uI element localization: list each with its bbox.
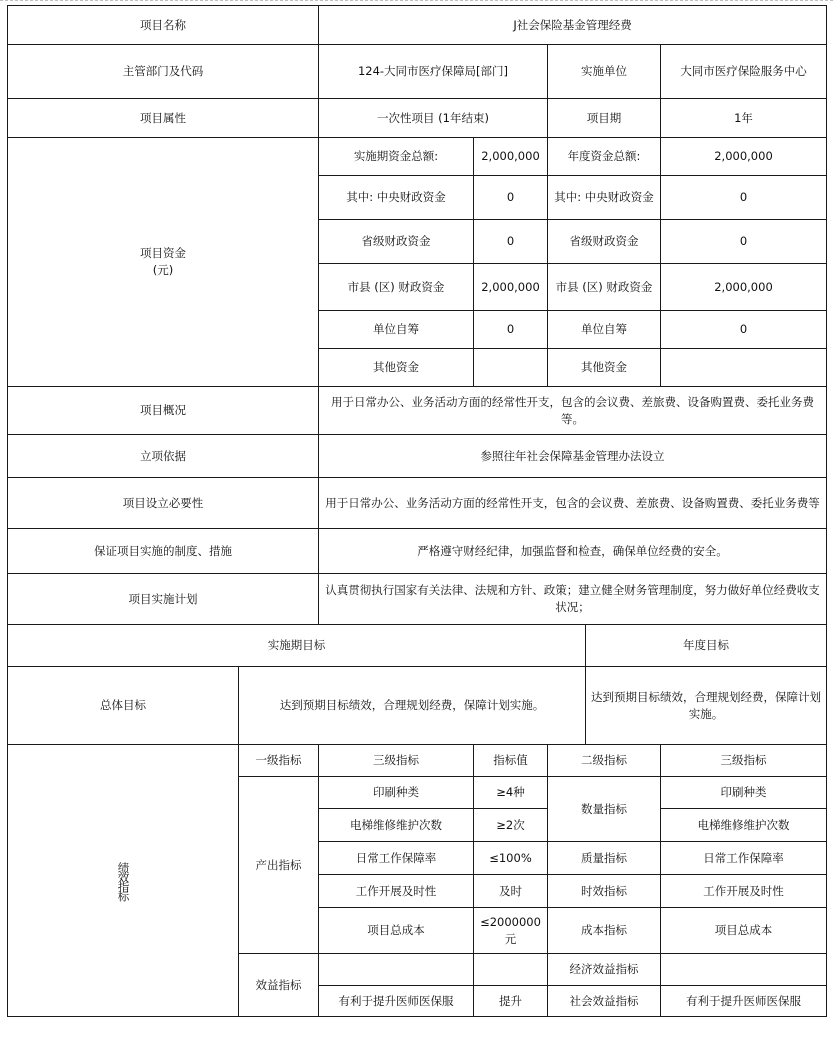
fund-central-label: 其中: 中央财政资金 [319, 176, 474, 220]
row-attr [8, 99, 827, 138]
fund-prov-value-r: 0 [661, 220, 827, 264]
fund-city-label: 市县 (区) 财政资金 [319, 264, 474, 311]
indicator-l3-r: 项目总成本 [661, 908, 827, 954]
fund-self-value: 0 [474, 311, 548, 349]
indicator-l2: 时效指标 [548, 875, 661, 908]
basis-label: 立项依据 [8, 435, 319, 478]
annual-goal-header: 年度目标 [586, 625, 827, 667]
project-table [7, 5, 827, 1017]
indicator-l3: 印刷种类 [319, 777, 474, 809]
measures-value: 严格遵守财经纪律，加强监督和检查，确保单位经费的安全。 [319, 529, 827, 574]
indicator-l2: 社会效益指标 [548, 986, 661, 1017]
quantity-indicator-label: 数量指标 [548, 777, 661, 842]
fund-other-label: 其他资金 [319, 349, 474, 387]
dept-label: 主管部门及代码 [8, 45, 319, 99]
page-top-guide [0, 0, 833, 4]
indicator-value: ≥4种 [474, 777, 548, 809]
indicator-value: ≤100% [474, 842, 548, 875]
fund-city-value: 2,000,000 [474, 264, 548, 311]
period-value: 1年 [661, 99, 827, 138]
fund-prov-value: 0 [474, 220, 548, 264]
row-plan [8, 574, 827, 625]
output-indicator-label: 产出指标 [239, 777, 319, 954]
fund-central-value: 0 [474, 176, 548, 220]
indicator-l3: 有利于提升医师医保服 [319, 986, 474, 1017]
indicator-l2: 成本指标 [548, 908, 661, 954]
necessity-value: 用于日常办公、业务活动方面的经常性开支，包含的会议费、差旅费、设备购置费、委托业务费等 [319, 478, 827, 529]
indicator-l2: 质量指标 [548, 842, 661, 875]
indicator-section-label: 绩效指标 [8, 745, 239, 1017]
fund-prov-label-r: 省级财政资金 [548, 220, 661, 264]
necessity-label: 项目设立必要性 [8, 478, 319, 529]
row-basis [8, 435, 827, 478]
overall-goal-annual: 达到预期目标绩效，合理规划经费，保障计划实施。 [586, 667, 827, 745]
fund-self-label: 单位自筹 [319, 311, 474, 349]
indicator-l3: 项目总成本 [319, 908, 474, 954]
row-goal-headers [8, 625, 827, 667]
fund-label: 项目资金 (元) [8, 138, 319, 387]
header-level1: 一级指标 [239, 745, 319, 777]
fund-total-value: 2,000,000 [474, 138, 548, 176]
overview-label: 项目概况 [8, 387, 319, 435]
overall-goal-label: 总体目标 [8, 667, 239, 745]
fund-other-value-r [661, 349, 827, 387]
attr-value: 一次性项目 (1年结束) [319, 99, 548, 138]
project-name-label: 项目名称 [8, 6, 319, 45]
overall-goal-period: 达到预期目标绩效，合理规划经费，保障计划实施。 [239, 667, 586, 745]
row-measures [8, 529, 827, 574]
overview-value: 用于日常办公、业务活动方面的经常性开支，包含的会议费、差旅费、设备购置费、委托业务费等。 [319, 387, 827, 435]
period-goal-header: 实施期目标 [8, 625, 586, 667]
indicator-value: 及时 [474, 875, 548, 908]
indicator-value: ≤2000000元 [474, 908, 548, 954]
indicator-l3-r: 电梯维修维护次数 [661, 809, 827, 842]
impl-value: 大同市医疗保险服务中心 [661, 45, 827, 99]
header-level3-r: 三级指标 [661, 745, 827, 777]
scroll-edge-mark [826, 497, 833, 555]
row-project-name [8, 6, 827, 45]
row-necessity [8, 478, 827, 529]
indicator-l3-r: 日常工作保障率 [661, 842, 827, 875]
basis-value: 参照往年社会保障基金管理办法设立 [319, 435, 827, 478]
fund-central-label-r: 其中: 中央财政资金 [548, 176, 661, 220]
indicator-l3: 工作开展及时性 [319, 875, 474, 908]
indicator-l3-r: 有利于提升医师医保服 [661, 986, 827, 1017]
row-overall-goal [8, 667, 827, 745]
measures-label: 保证项目实施的制度、措施 [8, 529, 319, 574]
indicator-l3-r: 印刷种类 [661, 777, 827, 809]
row-overview [8, 387, 827, 435]
period-label: 项目期 [548, 99, 661, 138]
indicator-value: 提升 [474, 986, 548, 1017]
header-value: 指标值 [474, 745, 548, 777]
fund-city-label-r: 市县 (区) 财政资金 [548, 264, 661, 311]
indicator-l3: 电梯维修维护次数 [319, 809, 474, 842]
fund-other-label-r: 其他资金 [548, 349, 661, 387]
attr-label: 项目属性 [8, 99, 319, 138]
row-dept [8, 45, 827, 99]
fund-self-label-r: 单位自筹 [548, 311, 661, 349]
header-level2: 二级指标 [548, 745, 661, 777]
indicator-l3-r: 工作开展及时性 [661, 875, 827, 908]
benefit-indicator-label: 效益指标 [239, 954, 319, 1017]
fund-self-value-r: 0 [661, 311, 827, 349]
fund-other-value [474, 349, 548, 387]
dept-value: 124-大同市医疗保障局[部门] [319, 45, 548, 99]
plan-label: 项目实施计划 [8, 574, 319, 625]
indicator-value [474, 954, 548, 986]
indicator-value: ≥2次 [474, 809, 548, 842]
fund-annual-value: 2,000,000 [661, 138, 827, 176]
plan-value: 认真贯彻执行国家有关法律、法规和方针、政策；建立健全财务管理制度，努力做好单位经费收支状况； [319, 574, 827, 625]
row-fund-total [8, 138, 827, 176]
indicator-l3 [319, 954, 474, 986]
fund-annual-label: 年度资金总额: [548, 138, 661, 176]
fund-central-value-r: 0 [661, 176, 827, 220]
row-indicator-headers [8, 745, 827, 777]
fund-total-label: 实施期资金总额: [319, 138, 474, 176]
header-level3: 三级指标 [319, 745, 474, 777]
fund-prov-label: 省级财政资金 [319, 220, 474, 264]
indicator-l3: 日常工作保障率 [319, 842, 474, 875]
project-name-value: J社会保险基金管理经费 [319, 6, 827, 45]
impl-label: 实施单位 [548, 45, 661, 99]
indicator-l2: 经济效益指标 [548, 954, 661, 986]
fund-city-value-r: 2,000,000 [661, 264, 827, 311]
indicator-l3-r [661, 954, 827, 986]
